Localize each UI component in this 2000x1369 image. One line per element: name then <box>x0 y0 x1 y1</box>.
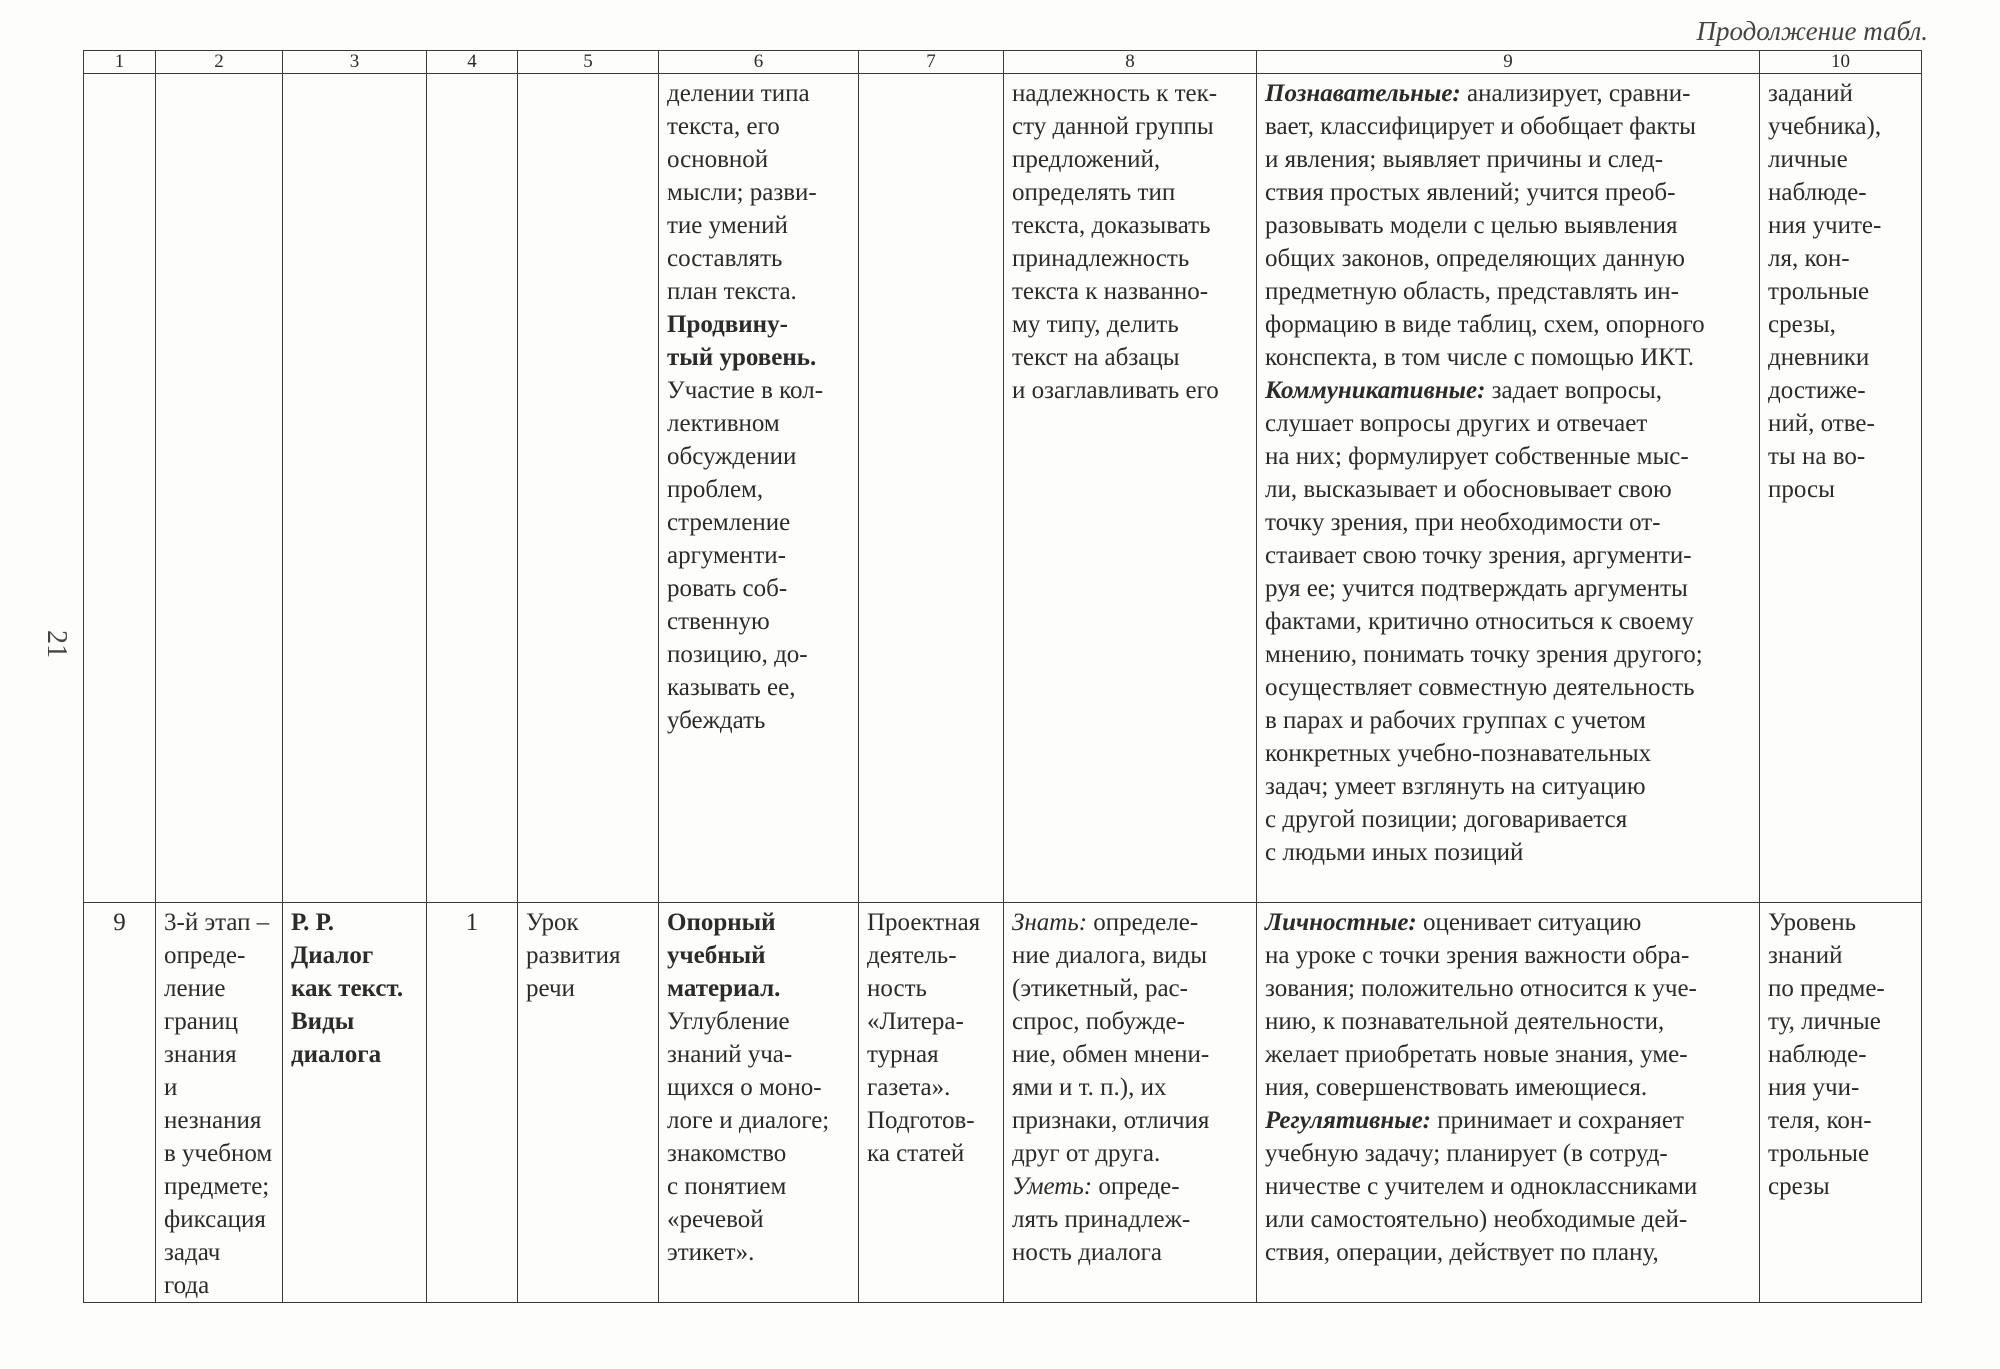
cell-hours <box>427 74 518 903</box>
column-header: 1 <box>84 51 156 74</box>
cognitive-label: Познавательные: <box>1265 80 1461 107</box>
communicative-label: Коммуникативные: <box>1265 377 1486 404</box>
cell-subject-results <box>1004 903 1257 1303</box>
lesson-type-text: Урок развития речи <box>526 909 621 1002</box>
cell-topic <box>283 903 427 1303</box>
page-number: 21 <box>41 630 72 658</box>
stage-text: 3-й этап – опреде- ление границ знания и незнания в учебном предмете; фиксация задач года <box>164 909 273 1299</box>
column-header: 4 <box>427 51 518 74</box>
cell-activity <box>859 74 1004 903</box>
regulatory-label: Регулятивные: <box>1265 1107 1431 1134</box>
control-text: заданий учебника), личные наблюде- ния учите- ля, кон- трольные срезы, дневники достиже- ний, отве- ты на во- просы <box>1768 80 1882 503</box>
column-number-row <box>84 51 1922 74</box>
personal-label: Личностные: <box>1265 909 1417 936</box>
column-header: 8 <box>1004 51 1257 74</box>
cell-topic <box>283 74 427 903</box>
cell-number <box>84 74 156 903</box>
able-text: опреде- лять принадлеж- ность диалога <box>1012 1173 1191 1266</box>
lesson-number: 9 <box>113 909 126 936</box>
column-header: 6 <box>659 51 859 74</box>
know-label: Знать: <box>1012 909 1088 936</box>
content-text: делении типа текста, его основной мысли; разви- тие умений составлять план текста. <box>667 80 817 305</box>
able-label: Уметь: <box>1012 1173 1093 1200</box>
lesson-plan-table <box>83 50 1922 1303</box>
personal-text: оценивает ситуацию на уроке с точки зрения важности обра- зования; положительно относится к уче- нию, к познавательной деятельности, желает приобретать новые знания, уме- ния, совершенствовать имеющиеся. <box>1265 909 1697 1101</box>
cell-content <box>659 74 859 903</box>
control-text: Уровень знаний по предме- ту, личные наблюде- ния учи- теля, кон- трольные срезы <box>1768 909 1885 1200</box>
core-material-label: Опорный учебный материал. <box>667 909 781 1002</box>
cell-activity <box>859 903 1004 1303</box>
cell-number <box>84 903 156 1303</box>
cell-lesson-type <box>518 903 659 1303</box>
advanced-level-label: Продвину- тый уровень. <box>667 311 817 371</box>
content-text: Участие в кол- лективном обсуждении проблем, стремление аргументи- ровать соб- ственную позицию, до- казывать ее, убеждать <box>667 377 824 734</box>
cell-stage <box>156 903 283 1303</box>
column-header: 5 <box>518 51 659 74</box>
regulatory-text: принимает и сохраняет учебную задачу; планирует (в сотруд- ничестве с учителем и одноклассниками или самостоятельно) необходимые дей- ствия, операции, действует по плану, <box>1265 1107 1698 1266</box>
cell-stage <box>156 74 283 903</box>
cell-control <box>1760 903 1922 1303</box>
activity-text: Проектная деятель- ность «Литера- турная газета». Подготов- ка статей <box>867 909 981 1167</box>
cell-hours <box>427 903 518 1303</box>
column-header: 3 <box>283 51 427 74</box>
continuation-header: Продолжение табл. <box>1696 16 1928 46</box>
cell-lesson-type <box>518 74 659 903</box>
cell-metasubject-results <box>1257 903 1760 1303</box>
cell-metasubject-results <box>1257 74 1760 903</box>
cell-subject-results <box>1004 74 1257 903</box>
table-row <box>84 74 1922 903</box>
subject-results-text: надлежность к тек- сту данной группы предложений, определять тип текста, доказывать принадлежность текста к названно- му типу, делить текст на абзацы и озаглавливать его <box>1012 80 1219 404</box>
content-text: Углубление знаний уча- щихся о моно- логе и диалоге; знакомство с понятием «речевой этикет». <box>667 1008 830 1266</box>
cognitive-text: анализирует, сравни- вает, классифицирует и обобщает факты и явления; выявляет причины и след- ствия простых явлений; учится преоб- разовывать модели с целью выявления общих законов, определяющих данную предметную область, представлять ин- формацию в виде таблиц, схем, опорного конспекта, в том числе с помощью ИКТ. <box>1265 80 1705 371</box>
table-row <box>84 903 1922 1303</box>
column-header: 9 <box>1257 51 1760 74</box>
column-header: 7 <box>859 51 1004 74</box>
topic-text: Р. Р. Диалог как текст. Виды диалога <box>291 909 404 1068</box>
hours-text: 1 <box>465 909 479 936</box>
know-text: определе- ние диалога, виды (этикетный, рас- спрос, побужде- ние, обмен мнени- ями и т. п.), их признаки, отличия друг от друга. <box>1012 909 1210 1167</box>
column-header: 10 <box>1760 51 1922 74</box>
cell-control <box>1760 74 1922 903</box>
cell-content <box>659 903 859 1303</box>
column-header: 2 <box>156 51 283 74</box>
communicative-text: задает вопросы, слушает вопросы других и отвечает на них; формулирует собственные мыс- ли, высказывает и обосновывает свою точку зрения, при необходимости от- стаивает свою точку зрения, аргументи- руя ее; учится подтверждать аргументы фактами, критично относиться к своему мнению, понимать точку зрения другого; осуществляет совместную деятельность в парах и рабочих группах с учетом конкретных учебно-познавательных задач; умеет взглянуть на ситуацию с другой позиции; договаривается с людьми иных позиций <box>1265 377 1703 866</box>
